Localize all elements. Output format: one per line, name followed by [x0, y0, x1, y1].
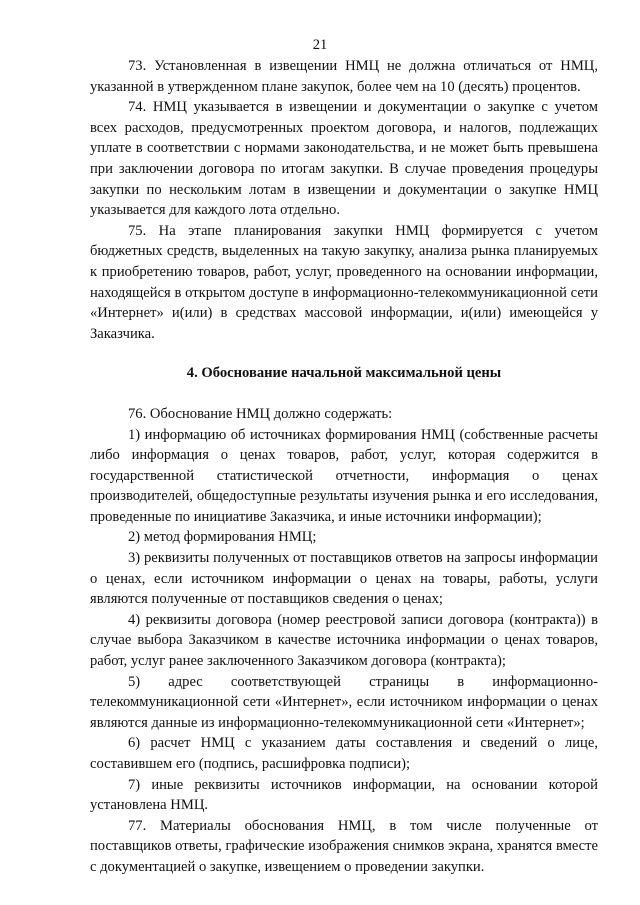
paragraph-73: 73. Установленная в извещении НМЦ не должна отличаться от НМЦ, указанной в утвержденном плане закупок, более чем на 10 (десять) процентов.	[90, 58, 598, 95]
list-item-3: 3) реквизиты полученных от поставщиков ответов на запросы информации о ценах, если источником информации о ценах на товары, работы, услуги являются полученные от поставщиков сведения о ценах;	[90, 550, 598, 608]
list-item-7: 7) иные реквизиты источников информации, на основании которой установлена НМЦ.	[90, 776, 598, 814]
list-item-1: 1) информацию об источниках формирования НМЦ (собственные расчеты либо информация о ценах товаров, работ, услуг, которая содержится в государственной статистической отчетности, информация о ценах производителей, общедоступные результаты изучения рынка и его исследования, проведенные по инициативе Заказчика, и иные источники информации);	[90, 426, 598, 525]
list-item-5: 5) адрес соответствующей страницы в информационно-телекоммуникационной сети «Интернет», если источником информации о ценах являются данные из информационно-телекоммуникационной сети «Интернет»;	[90, 673, 598, 731]
list-item-2: 2) метод формирования НМЦ;	[128, 529, 317, 546]
paragraph-75: 75. На этапе планирования закупки НМЦ формируется с учетом бюджетных средств, выделенных на такую закупку, анализа рынка планируемых к приобретению товаров, работ, услуг, проведенного на основании информации, находящейся в открытом доступе в информационно-телекоммуникационной сети «Интернет» и(или) в средствах массовой информации, и(или) имеющейся у Заказчика.	[90, 222, 598, 342]
list-item-4: 4) реквизиты договора (номер реестровой записи договора (контракта)) в случае выбора Заказчиком в качестве источника информации о ценах товаров, работ, услуг ранее заключенного Заказчиком договора (контракта);	[90, 611, 598, 670]
section-heading: 4. Обоснование начальной максимальной цены	[186, 365, 502, 382]
page-number: 21	[312, 37, 328, 53]
list-item-6: 6) расчет НМЦ с указанием даты составления и сведений о лице, составившем его (подпись, расшифровка подписи);	[90, 735, 598, 772]
paragraph-77: 77. Материалы обоснования НМЦ, в том числе полученные от поставщиков ответы, графические изображения снимков экрана, хранятся вместе с документацией о закупке, извещением о проведении закупки.	[90, 817, 598, 875]
paragraph-74: 74. НМЦ указывается в извещении и документации о закупке с учетом всех расходов, предусмотренных проектом договора, и налогов, подлежащих уплате в соответствии с нормами законодательства, и не может быть превышена при заключении договора по итогам закупки. В случае проведения процедуры закупки по нескольким лотам в извещении и документации о закупке НМЦ указывается для каждого лота отдельно.	[90, 99, 598, 219]
paragraph-76: 76. Обоснование НМЦ должно содержать:	[128, 405, 393, 422]
document-body	[90, 56, 598, 878]
